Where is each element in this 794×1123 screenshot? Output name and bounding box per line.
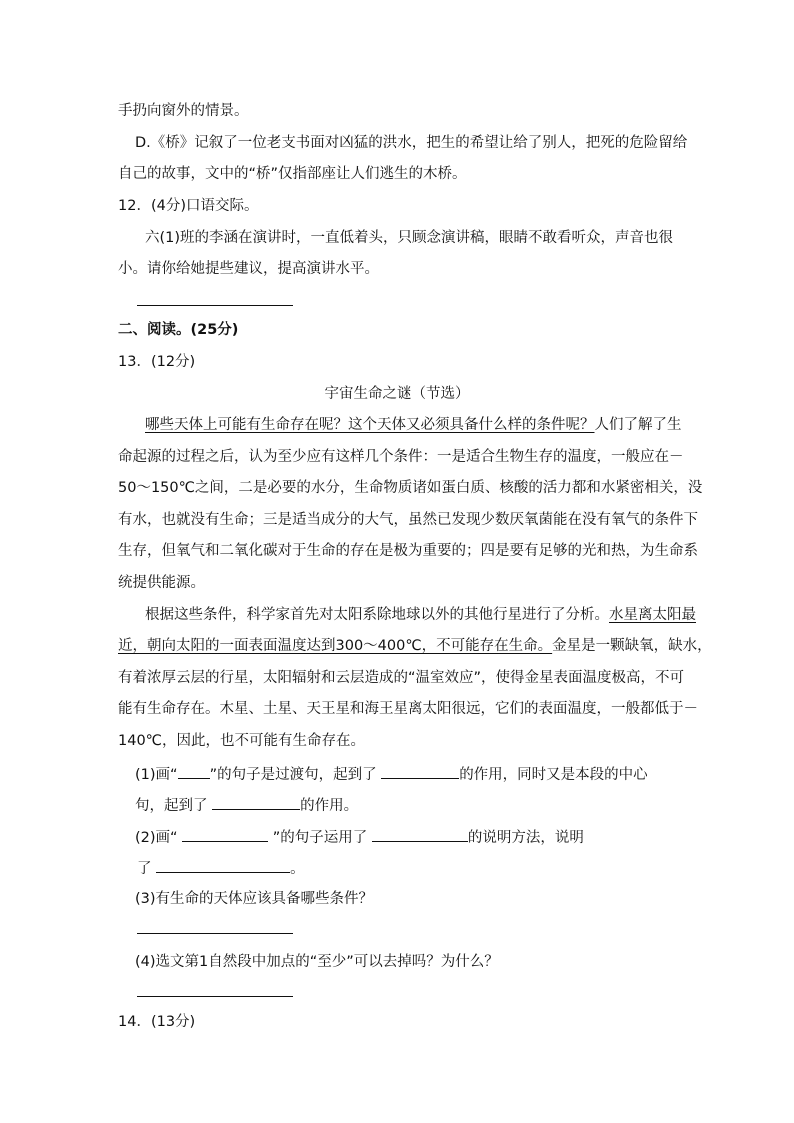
paragraph-2-line: [118, 636, 712, 656]
paragraph-2-line: 能有生命存在。木星、土星、天王星和海王星离太阳很远，它们的表面温度，一般都低于－: [118, 701, 698, 717]
text-span: 人们了解了生: [594, 417, 682, 433]
blank-field[interactable]: [381, 763, 459, 779]
text-span: 的说明方法，说明: [467, 830, 584, 846]
text-span: 的作用，同时又是本段的中心: [459, 767, 648, 783]
answer-line: [137, 933, 293, 934]
question-14-heading: 14．(13分): [118, 1014, 196, 1030]
article-title: 宇宙生命之谜（节选）: [324, 386, 470, 402]
text-span: (1)画“: [135, 767, 178, 783]
paragraph-1-line: 统提供能源。: [118, 575, 205, 591]
sub-question-2: [135, 826, 584, 848]
sub-question-1: [135, 763, 648, 785]
sub-question-1-cont: [135, 794, 358, 816]
text-span: ”的句子是过渡句，起到了: [209, 767, 377, 783]
answer-line: [137, 996, 293, 997]
question-12-body: 小。请你给她提些建议，提高演讲水平。: [118, 261, 379, 277]
option-d: D.《桥》记叙了一位老支书面对凶猛的洪水，把生的希望让给了别人，把死的危险留给: [135, 135, 688, 151]
blank-field[interactable]: [178, 763, 210, 779]
underlined-sentence: 水星离太阳最: [609, 607, 696, 623]
sub-question-4: (4)选文第1自然段中加点的“至少”可以去掉吗？为什么？: [135, 954, 499, 970]
text-span: 了: [137, 861, 152, 877]
paragraph-2-line: [145, 605, 696, 625]
paragraph-1-line: 命起源的过程之后，认为至少应有这样几个条件：一是适合生物生存的温度，一般应在－: [118, 449, 684, 465]
paragraph-1-line: 生存，但氧气和二氧化碳对于生命的存在是极为重要的；四是要有足够的光和热，为生命系: [118, 543, 698, 559]
text-span: 句，起到了: [135, 798, 208, 814]
text-span: 的作用。: [300, 798, 359, 814]
paragraph-2-line: 140℃，因此，也不可能有生命存在。: [118, 733, 365, 749]
text-span: 根据这些条件，科学家首先对太阳系除地球以外的其他行星进行了分析。: [145, 607, 609, 623]
answer-line: [137, 305, 293, 306]
text-line: 自己的故事，文中的“桥”仅指部座让人们逃生的木桥。: [118, 166, 467, 182]
blank-field[interactable]: [182, 826, 268, 842]
text-span: 。: [290, 861, 305, 877]
question-13-heading: 13．(12分): [118, 354, 196, 370]
sub-question-3: (3)有生命的天体应该具备哪些条件？: [135, 891, 374, 907]
question-12-heading: 12．(4分)口语交际。: [118, 198, 259, 214]
blank-field[interactable]: [212, 794, 300, 810]
text-span: ”的句子运用了: [272, 830, 368, 846]
question-12-body: 六(1)班的李涵在演讲时，一直低着头，只顾念演讲稿，眼睛不敢看听众，声音也很: [145, 230, 674, 246]
text-span: (2)画“: [135, 830, 178, 846]
paragraph-1-line: 50～150℃之间，二是必要的水分，生命物质诸如蛋白质、核酸的活力都和水紧密相关，没: [118, 480, 703, 496]
section-heading: 二、阅读。(25分): [118, 322, 239, 338]
sub-question-2-cont: [137, 857, 305, 879]
underlined-sentence: 哪些天体上可能有生命存在呢？这个天体又必须具备什么样的条件呢？: [145, 417, 595, 433]
blank-field[interactable]: [372, 826, 468, 842]
paragraph-2-line: 有着浓厚云层的行星，太阳辐射和云层造成的“温室效应”，使得金星表面温度极高，不可: [118, 670, 685, 686]
text-span: 金星是一颗缺氧，缺水，: [552, 638, 712, 654]
underlined-sentence: 近，朝向太阳的一面表面温度达到300～400℃，不可能存在生命。: [118, 638, 553, 654]
text-line: 手扔向窗外的情景。: [118, 103, 249, 119]
paragraph-1-line: 有水，也就没有生命；三是适当成分的大气，虽然已发现少数厌氧菌能在没有氧气的条件下: [118, 512, 698, 528]
paragraph-1-line: [145, 415, 682, 435]
blank-field[interactable]: [156, 857, 290, 873]
